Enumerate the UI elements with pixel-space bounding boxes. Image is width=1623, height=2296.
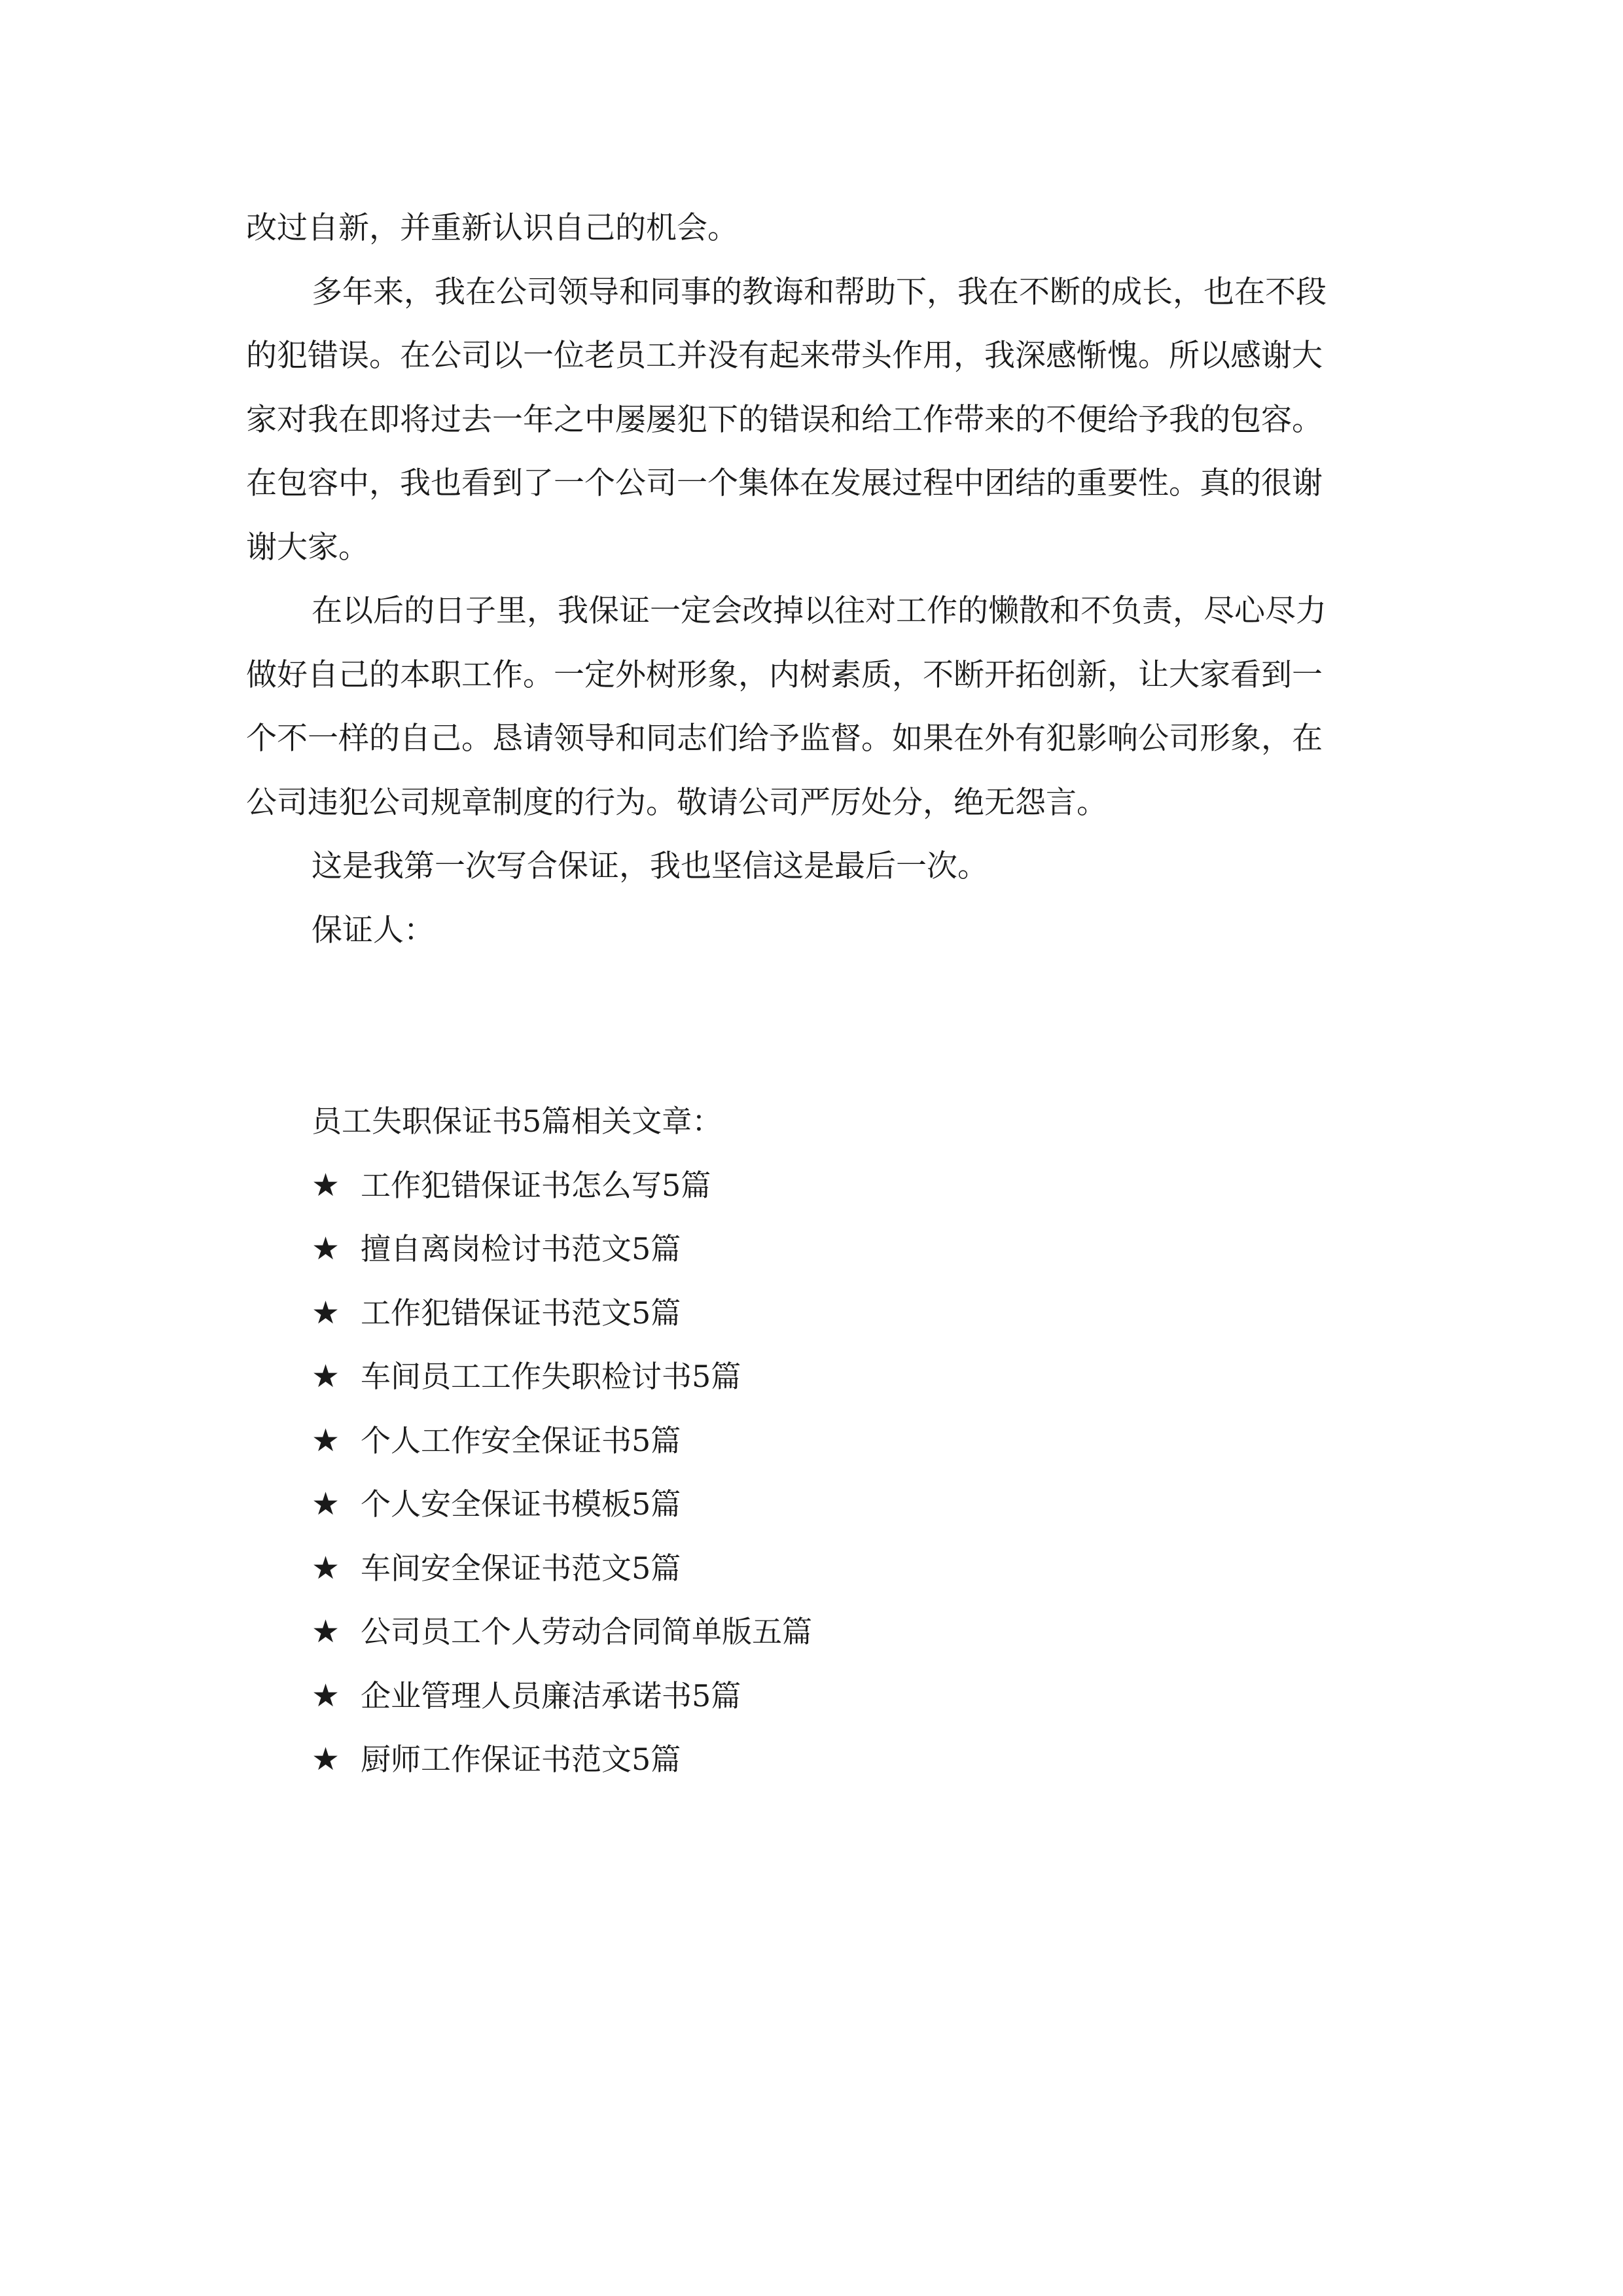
star-icon: ★ [312, 1358, 340, 1395]
star-icon: ★ [312, 1677, 340, 1714]
letter-body [246, 196, 1385, 962]
related-link-label: 个人安全保证书模板5篇 [361, 1486, 681, 1522]
paragraph-line: 在以后的日子里，我保证一定会改掉以往对工作的懒散和不负责，尽心尽力 [312, 593, 1327, 629]
star-icon: ★ [312, 1486, 340, 1522]
related-link[interactable] [312, 1600, 1293, 1664]
star-icon: ★ [312, 1230, 340, 1267]
related-link[interactable] [312, 1664, 1293, 1729]
related-link-label: 擅自离岗检讨书范文5篇 [361, 1231, 681, 1266]
related-link-label: 企业管理人员廉洁承诺书5篇 [361, 1677, 741, 1713]
star-icon: ★ [312, 1549, 340, 1587]
paragraph-line: 做好自己的本职工作。一定外树形象，内树素质，不断开拓创新，让大家看到一 [246, 656, 1323, 693]
star-icon: ★ [312, 1422, 340, 1459]
related-link[interactable] [312, 1537, 1293, 1601]
paragraph-line: 改过自新，并重新认识自己的机会。 [246, 210, 738, 246]
related-link-label: 个人工作安全保证书5篇 [361, 1422, 681, 1458]
paragraph-line: 公司违犯公司规章制度的行为。敬请公司严厉处分，绝无怨言。 [246, 784, 1107, 821]
star-icon: ★ [312, 1294, 340, 1331]
star-icon: ★ [312, 1166, 340, 1204]
related-articles [312, 1090, 1293, 1792]
related-heading: 员工失职保证书5篇相关文章： [312, 1103, 722, 1139]
guarantor-label: 保证人： [312, 912, 435, 948]
paragraph-line: 个不一样的自己。恳请领导和同志们给予监督。如果在外有犯影响公司形象，在 [246, 721, 1323, 757]
related-link-label: 工作犯错保证书怎么写5篇 [361, 1167, 711, 1203]
paragraph-line: 家对我在即将过去一年之中屡屡犯下的错误和给工作带来的不便给予我的包容。 [246, 401, 1323, 438]
related-link[interactable] [312, 1473, 1293, 1537]
paragraph-line: 这是我第一次写合保证，我也坚信这是最后一次。 [312, 848, 988, 884]
related-link[interactable] [312, 1345, 1293, 1409]
related-link-label: 车间员工工作失职检讨书5篇 [361, 1359, 741, 1394]
star-icon: ★ [312, 1613, 340, 1650]
related-link-label: 工作犯错保证书范文5篇 [361, 1295, 681, 1331]
related-link[interactable] [312, 1282, 1293, 1346]
paragraph-line: 谢大家。 [246, 529, 369, 565]
paragraph-line: 的犯错误。在公司以一位老员工并没有起来带头作用，我深感惭愧。所以感谢大 [246, 338, 1323, 374]
related-link[interactable] [312, 1217, 1293, 1282]
related-link[interactable] [312, 1154, 1293, 1218]
related-link[interactable] [312, 1409, 1293, 1473]
related-link-label: 厨师工作保证书范文5篇 [361, 1742, 681, 1777]
star-icon: ★ [312, 1741, 340, 1778]
paragraph-line: 多年来，我在公司领导和同事的教诲和帮助下，我在不断的成长，也在不段 [312, 274, 1327, 310]
related-link-label: 车间安全保证书范文5篇 [361, 1550, 681, 1586]
paragraph-line: 在包容中，我也看到了一个公司一个集体在发展过程中团结的重要性。真的很谢 [246, 465, 1323, 501]
related-link-label: 公司员工个人劳动合同简单版五篇 [361, 1614, 812, 1649]
related-link[interactable] [312, 1728, 1293, 1792]
